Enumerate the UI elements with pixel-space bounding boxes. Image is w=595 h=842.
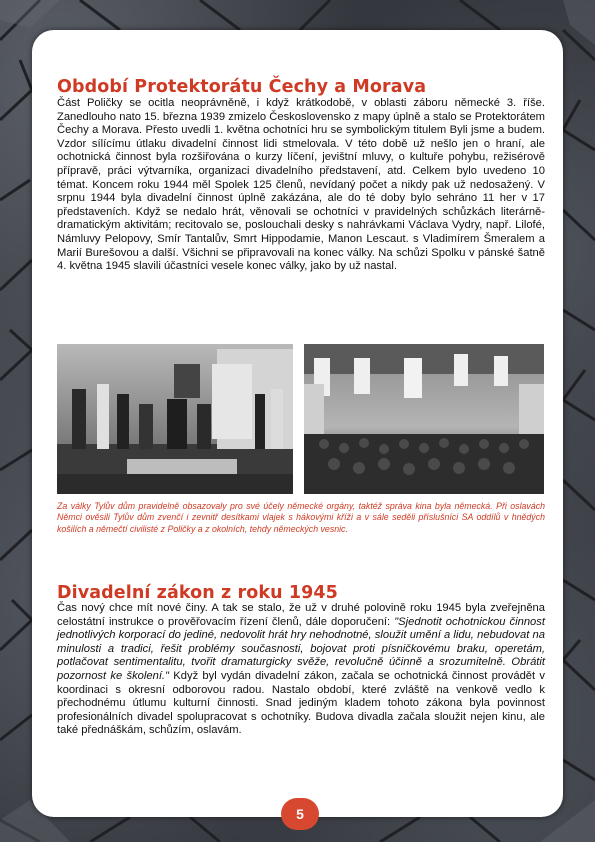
photo-hall-audience [304,344,544,494]
section-body-divadelni-zakon [57,602,545,738]
photo-stage-flags [57,344,293,494]
body-text-end: Když byl vydán divadelní zákon, začala se ochotnická činnost provádět v koordinaci s okresní odborovou radou. Nastalo období, které zvláště na venkově vedlo k přechodnému útlumu kulturní činnosti. Snad jediným kladem tohoto zákona byla povinnost profesionálních divadel spolupracovat s ochotníky. Budova divadla začala sloužit nejen kinu, ale také přednáškám, schůzím, oslavám. [57,669,545,737]
photo-caption: Za války Tylův dům pravidelně obsazovaly pro své účely německé orgány, taktéž správa kina byla německá. Při oslavách Němci ověsili Tylův dům zvenčí i zevnitř desítkami vlajek s hákovými kříži a v sále seděli příslušníci SA oddílů v hnědých košilích a němečtí civilisté z Poličky a z okolních, tehdy německých vesnic. [57,501,545,534]
quoted-recommendation: "Sjednotit ochotnickou činnost jednotlivých korporací do jediné, nedovolit hrát hry nehodnotné, sloužit umění a lidu, nebudovat na minulosti a tradici, řešit problémy současnosti, bojovat proti písničkovému braku, operetám, potlačovat sentimentalitu, tvořit dramaturgicky svěže, revolučně účinně a srozumitelně. Obrátit pozornost ke školení." [57,615,545,682]
body-text-start: Čas nový chce mít nové činy. A tak se stalo, že už v druhé polovině roku 1945 byla zveřejněna celostátní instrukce o prověřovacím řízení členů, dále doporučení: [57,602,545,628]
section-heading-divadelni-zakon: Divadelní zákon z roku 1945 [57,583,338,603]
section-body-protektorat: Část Poličky se ocitla neoprávněně, i když krátkodobě, v oblasti záboru německé 3. říše. Zanedlouho nato 15. března 1939 zmizelo Československo z mapy úplně a stalo se Protektorátem Čechy a Morava. Přesto uvedli 1. května ochotníci hru se symbolickým titulem Byli jsme a budem. Vzdor sílícímu útlaku divadelní činnost lidi stmelovala. V této době už nešlo jen o hraní, ale ochotnická činnost byla rozšiřována o kurzy líčení, jevištní mluvy, o kultuře pohybu, režisérově přípravě, práci výtvarníka, organizaci divadelního představení, atd. Celkem bylo uvedeno 10 témat. Koncem roku 1944 měl Spolek 125 členů, nevídaný počet a nikdy pak už nedosažený. V srpnu 1944 byla divadelní činnost úplně zakázána, ale do té doby bylo sehráno 11 her v 17 představeních. Když se nedalo hrát, věnovali se ochotníci v pravidelných schůzkách literárně-dramatickým aktivitám; recitovalo se, poslouchali desky s nahrávkami Václava Vydry, např. Lilofé, Námluvy Pelopovy, Smír Tantalův, Smrt Hippodamie, Manon Lescaut. s Vladimírem Šmeralem a Marií Burešovou a další. Všichni se připravovali na konec války. Na schůzi Spolku v pánské šatně 4. května 1945 slavili účastníci vesele konec války, jako by už nastal. [57,97,545,273]
page-number-badge: 5 [281,798,319,830]
section-heading-protektorat: Období Protektorátu Čechy a Morava [57,77,427,97]
